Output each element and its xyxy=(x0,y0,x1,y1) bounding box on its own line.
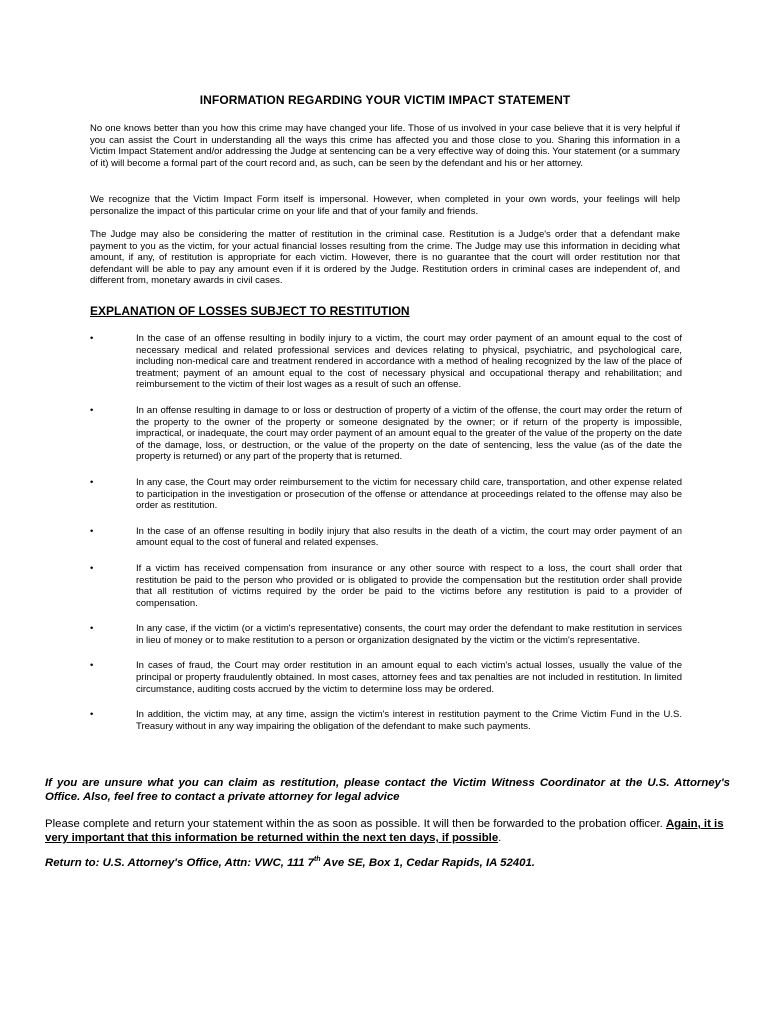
list-item xyxy=(90,709,682,732)
list-item-text: In any case, the Court may order reimbursement to the victim for necessary child care, transportation, and other expense related to participation in the investigation or prosecution of the offense or attendance at proceedings related to the offense may also be order as restitution. xyxy=(136,476,682,512)
list-item-text: In the case of an offense resulting in bodily injury to a victim, the court may order payment of an amount equal to the cost of necessary medical and related professional services and devices relating to physical, psychiatric, and psychological care, including non-medical care and treatment rendered in accordance with a method of healing recognized by the law of the place of treatment; payment of an amount equal to the cost of necessary physical and occupational therapy and rehabilitation; and reimbursement to the victim of their lost wages as a result of such an offense. xyxy=(136,333,682,391)
list-item-text: If a victim has received compensation from insurance or any other source with respect to a loss, the court shall order that restitution be paid to the person who provided or is obligated to provide the compensation but the restitution order shall provide that all restitution of victims required by the order be paid to the victims before any restitution is paid to a provider of compensation. xyxy=(136,562,682,609)
return-deadline-emphasis: Again, it is very important that this information be returned within the next ten days, if possible xyxy=(45,818,724,844)
list-item-text: In the case of an offense resulting in bodily injury that also results in the death of a victim, the court may order payment of an amount equal to the cost of funeral and related expenses. xyxy=(136,525,682,549)
return-address xyxy=(45,856,535,869)
list-item-text: In cases of fraud, the Court may order restitution in an amount equal to each victim's actual losses, usually the value of the principal or property fraudulently obtained. In most cases, attorney fees and tax penalties are not included in restitution. In limited circumstance, auditing costs accrued by the victim to determine loss may be ordered. xyxy=(136,660,682,695)
list-item xyxy=(90,333,682,391)
bullet-icon: • xyxy=(90,476,94,488)
return-instructions xyxy=(45,817,730,845)
list-item xyxy=(90,526,682,549)
impersonal-form-paragraph: We recognize that the Victim Impact Form itself is impersonal. However, when completed in your own words, your feelings will help personalize the impact of this particular crime on your life and that of your family and friends. xyxy=(90,194,680,217)
bullet-icon: • xyxy=(90,709,94,721)
bullet-icon: • xyxy=(90,660,94,672)
return-instructions-text: Please complete and return your statement within the as soon as possible. It will then be forwarded to the probation officer. xyxy=(45,818,666,830)
list-item xyxy=(90,405,682,463)
return-address-prefix: Return to: U.S. Attorney's Office, Attn: VWC, 111 7 xyxy=(45,856,314,869)
list-item xyxy=(90,563,682,609)
bullet-icon: • xyxy=(90,525,94,537)
intro-paragraph: No one knows better than you how this crime may have changed your life. Those of us involved in your case believe that it is very helpful if you can assist the Court in understanding all the ways this crime has affected you and those close to you. Sharing this information in a Victim Impact Statement and/or addressing the Judge at sentencing can be a very effective way of doing this. Your statement (or a summary of it) will become a formal part of the court record and, as such, can be seen by the defendant and his or her attorney. xyxy=(90,123,680,169)
restitution-bullet-list xyxy=(90,333,682,732)
restitution-paragraph: The Judge may also be considering the matter of restitution in the criminal case. Restitution is a Judge's order that a defendant make payment to you as the victim, for your actual financial losses resulting from the crime. The Judge may use this information in deciding what amount, if any, of restitution is appropriate for each victim. However, there is no guarantee that the court will order restitution nor that defendant will be able to pay any amount even if it is ordered by the Judge. Restitution orders in criminal cases are independent of, and different from, monetary awards in civil cases. xyxy=(90,229,680,287)
list-item xyxy=(90,660,682,695)
list-item xyxy=(90,477,682,512)
restitution-contact-notice: If you are unsure what you can claim as restitution, please contact the Victim Witness Coordinator at the U.S. Attorney's Office. Also, feel free to contact a private attorney for legal advice xyxy=(45,777,730,803)
document-title: INFORMATION REGARDING YOUR VICTIM IMPACT STATEMENT xyxy=(199,93,571,107)
list-item xyxy=(90,623,682,646)
bullet-icon: • xyxy=(90,562,94,574)
return-instructions-end: . xyxy=(498,832,502,844)
list-item-text: In any case, if the victim (or a victim's representative) consents, the court may order the defendant to make restitution in services in lieu of money or to make restitution to a person or organization designated by the victim or the victim's representative. xyxy=(136,623,682,646)
return-address-superscript: th xyxy=(313,856,321,863)
return-address-suffix: Ave SE, Box 1, Cedar Rapids, IA 52401. xyxy=(320,856,535,869)
section-heading: EXPLANATION OF LOSSES SUBJECT TO RESTITUTION xyxy=(90,304,410,318)
bullet-icon: • xyxy=(90,404,94,416)
bullet-icon: • xyxy=(90,333,94,344)
list-item-text: In addition, the victim may, at any time, assign the victim's interest in restitution payment to the Crime Victim Fund in the U.S. Treasury without in any way impairing the obligation of the defendant to make such payments. xyxy=(136,709,682,732)
list-item-text: In an offense resulting in damage to or loss or destruction of property of a victim of the offense, the court may order the return of the property to the owner of the property or someone designated by the owner; or if return of the property is impossible, impractical, or inadequate, the court may order payment of an amount equal to the greater of the value of the property on the date of the damage, loss, or destruction, or the value of the property on the date of sentencing, less the value (as of the date the property is returned) or any part of the property that is returned. xyxy=(136,404,682,463)
bullet-icon: • xyxy=(90,623,94,635)
